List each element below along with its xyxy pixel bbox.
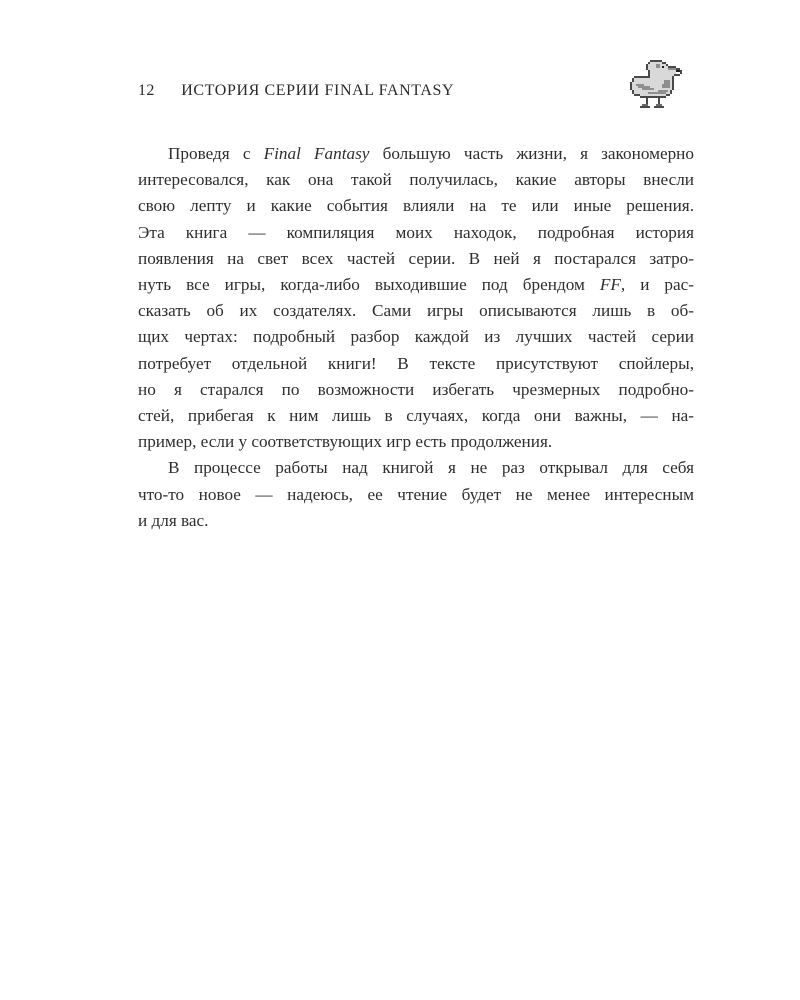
text-line: В процессе работы над книгой я не раз открывал для себя bbox=[168, 458, 694, 478]
text-line: интересовался, как она такой получилась, какие авторы внесли bbox=[138, 170, 694, 190]
text-line: но я старался по возможности избегать чрезмерных подробно- bbox=[138, 379, 694, 399]
text-line: Проведя с Final Fantasy большую часть жизни, я закономерно bbox=[168, 144, 694, 163]
text-line: Эта книга — компиляция моих находок, подробная история bbox=[138, 222, 694, 242]
text-line: пример, если у соответствующих игр есть продолжения. bbox=[138, 432, 553, 452]
text-line: сказать об их создателях. Сами игры описываются лишь в об- bbox=[138, 301, 694, 321]
italic-title: Final Fantasy bbox=[263, 144, 370, 163]
text-line: и для вас. bbox=[138, 510, 209, 530]
text-line: нуть все игры, когда-либо выходившие под брендом FF, и рас- bbox=[138, 275, 694, 295]
text-line: появления на свет всех частей серии. В ней я постарался затро- bbox=[138, 248, 694, 268]
page-number: 12 bbox=[138, 82, 155, 99]
paragraph bbox=[138, 141, 694, 455]
text-line: потребует отдельной книги! В тексте присутствуют спойлеры, bbox=[138, 353, 694, 373]
text-line: свою лепту и какие события влияли на те или иные решения. bbox=[138, 196, 694, 216]
text-line: что-то новое — надеюсь, ее чтение будет не менее интересным bbox=[138, 484, 694, 504]
body-text bbox=[138, 141, 694, 534]
running-head bbox=[138, 82, 454, 100]
chapter-title: ИСТОРИЯ СЕРИИ FINAL FANTASY bbox=[181, 82, 455, 99]
paragraph bbox=[138, 455, 694, 534]
text-line: стей, прибегая к ним лишь в случаях, когда они важны, — на- bbox=[138, 406, 694, 426]
italic-title: FF bbox=[599, 275, 621, 295]
text-line: щих чертах: подробный разбор каждой из лучших частей серии bbox=[138, 327, 694, 347]
chocobo-pixel-icon bbox=[630, 60, 690, 112]
